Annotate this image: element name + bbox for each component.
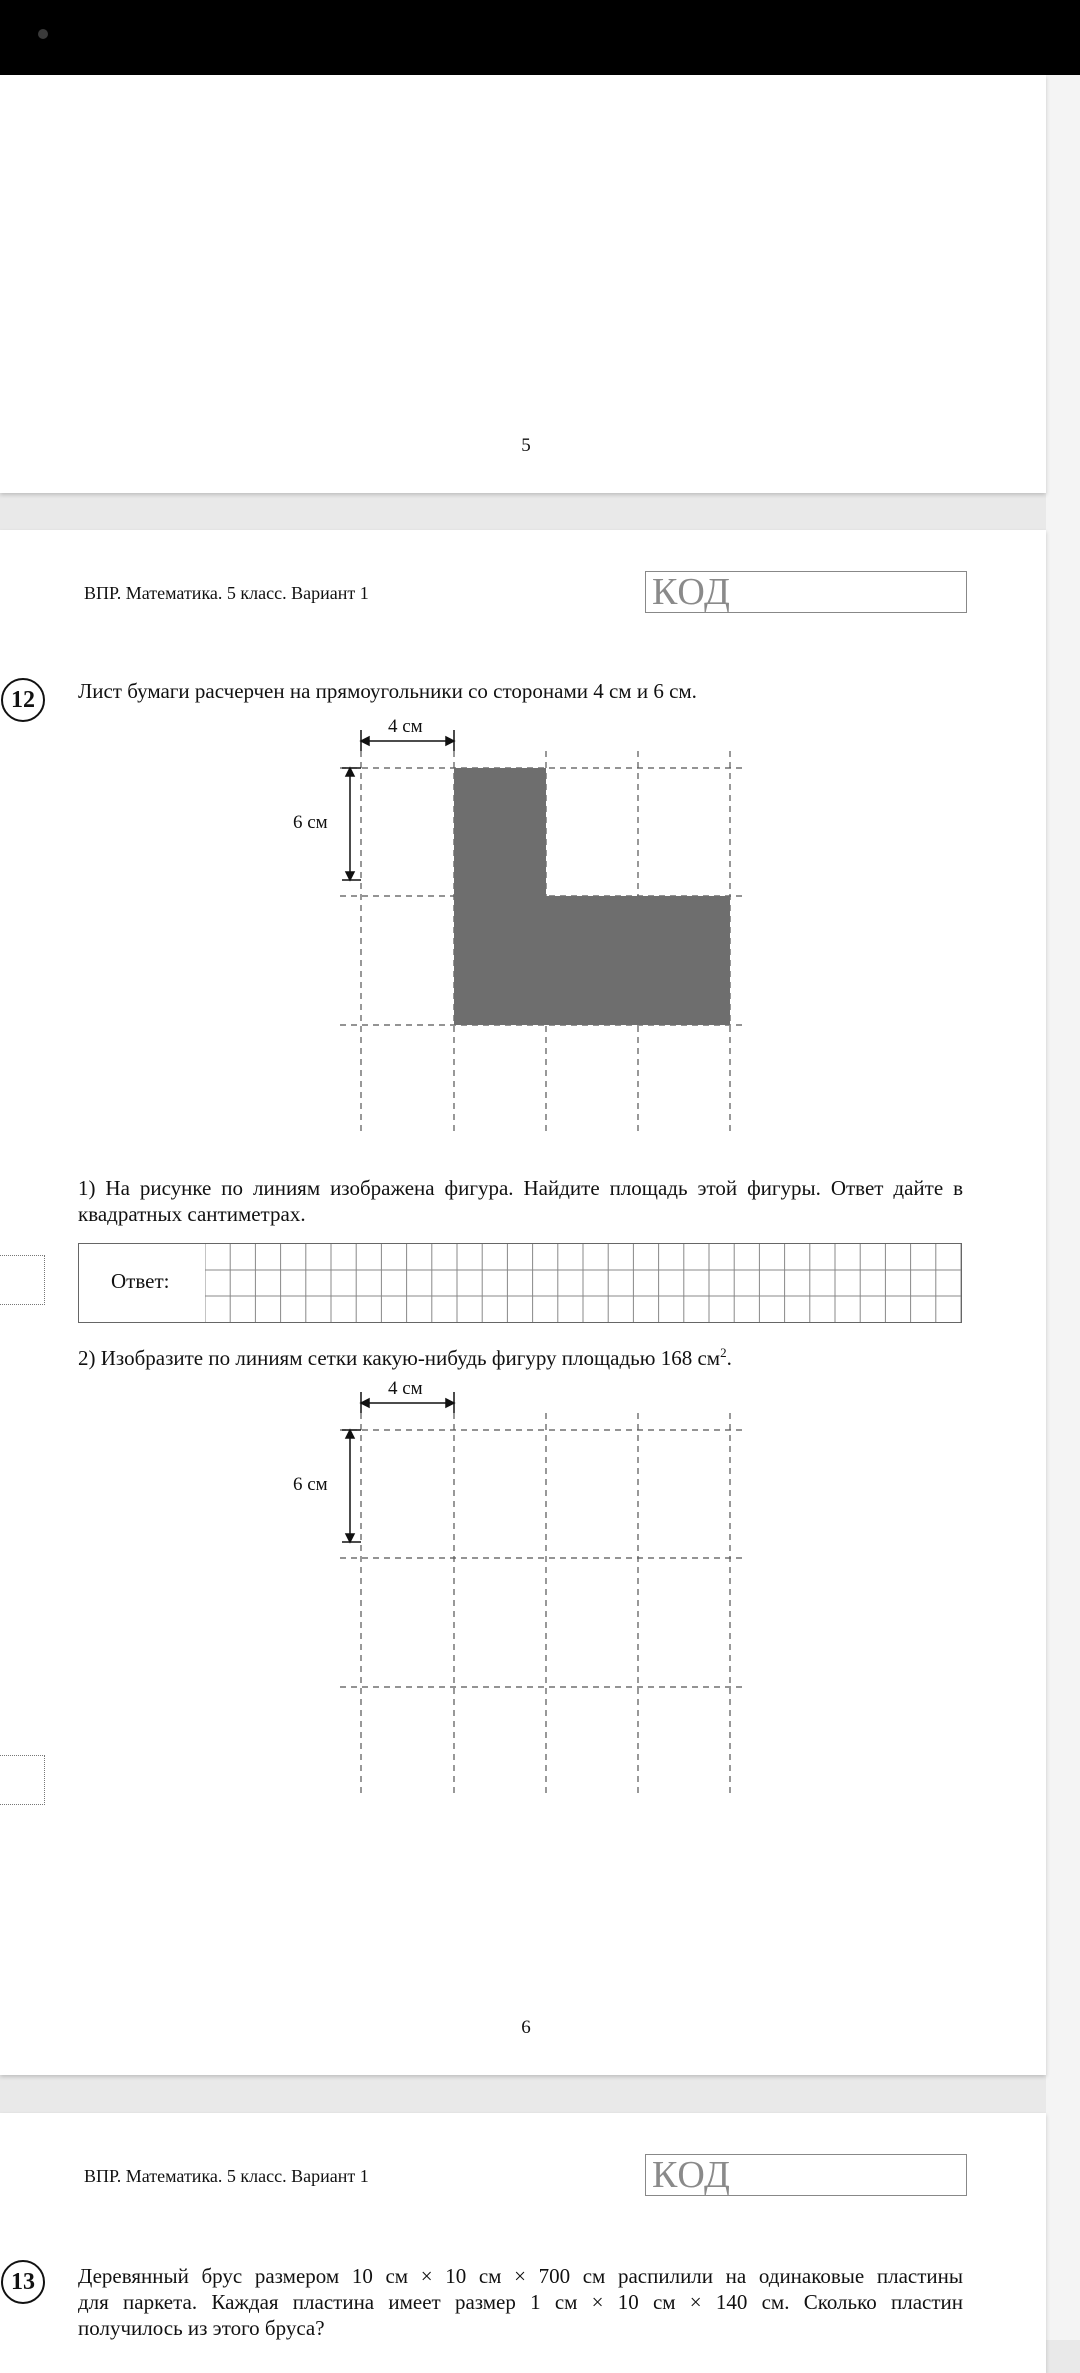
question-line-1: Деревянный брус размером 10 см × 10 см × 700 см распилили на одинаковые пластины <box>78 2264 963 2288</box>
page-header: ВПР. Математика. 5 класс. Вариант 1 <box>84 2166 369 2186</box>
kod-field[interactable] <box>645 2154 967 2196</box>
question-line-2: для паркета. Каждая пластина имеет размер 1 см × 10 см × 140 см. Сколько пластин <box>78 2290 963 2314</box>
question-text: Лист бумаги расчерчен на прямоугольники со сторонами 4 см и 6 см. <box>78 679 697 703</box>
height-label-2: 6 см <box>293 1474 328 1495</box>
status-bar <box>0 0 1080 75</box>
score-box-2 <box>0 1755 45 1805</box>
page-header: ВПР. Математика. 5 класс. Вариант 1 <box>84 583 369 603</box>
kod-label: КОД <box>652 571 731 613</box>
answer-field[interactable] <box>78 1243 962 1323</box>
question-number: 12 <box>1 678 45 722</box>
shaded-figure <box>454 768 730 1025</box>
score-box <box>0 1255 45 1305</box>
width-label: 4 см <box>388 716 423 737</box>
figure-empty-grid[interactable] <box>280 1377 760 1799</box>
kod-field[interactable] <box>645 571 967 613</box>
answer-cells[interactable] <box>205 1244 961 1322</box>
part2-end: . <box>726 1346 732 1370</box>
page-5 <box>0 75 1046 493</box>
scroll-gutter <box>1046 75 1080 2340</box>
answer-label: Ответ: <box>111 1269 170 1293</box>
page-7 <box>0 2113 1046 2373</box>
part2-main: 2) Изобразите по линиям сетки какую-нибудь фигуру площадью 168 см <box>78 1346 721 1370</box>
question-number: 13 <box>1 2260 45 2304</box>
page-6 <box>0 530 1046 2075</box>
status-dot-icon <box>38 29 48 39</box>
question-line-3: получилось из этого бруса? <box>78 2316 325 2340</box>
page-number: 6 <box>521 2017 531 2038</box>
part1-text: 1) На рисунке по линиям изображена фигура. Найдите площадь этой фигуры. Ответ дайте в квадратных сантиметрах. <box>78 1176 963 1226</box>
figure-shaded-shape <box>280 715 760 1137</box>
width-label-2: 4 см <box>388 1378 423 1399</box>
part2-sup: 2 <box>720 1345 727 1360</box>
part2-text <box>78 1340 732 1371</box>
page-number: 5 <box>521 435 531 456</box>
height-label: 6 см <box>293 812 328 833</box>
kod-label: КОД <box>652 2154 731 2196</box>
